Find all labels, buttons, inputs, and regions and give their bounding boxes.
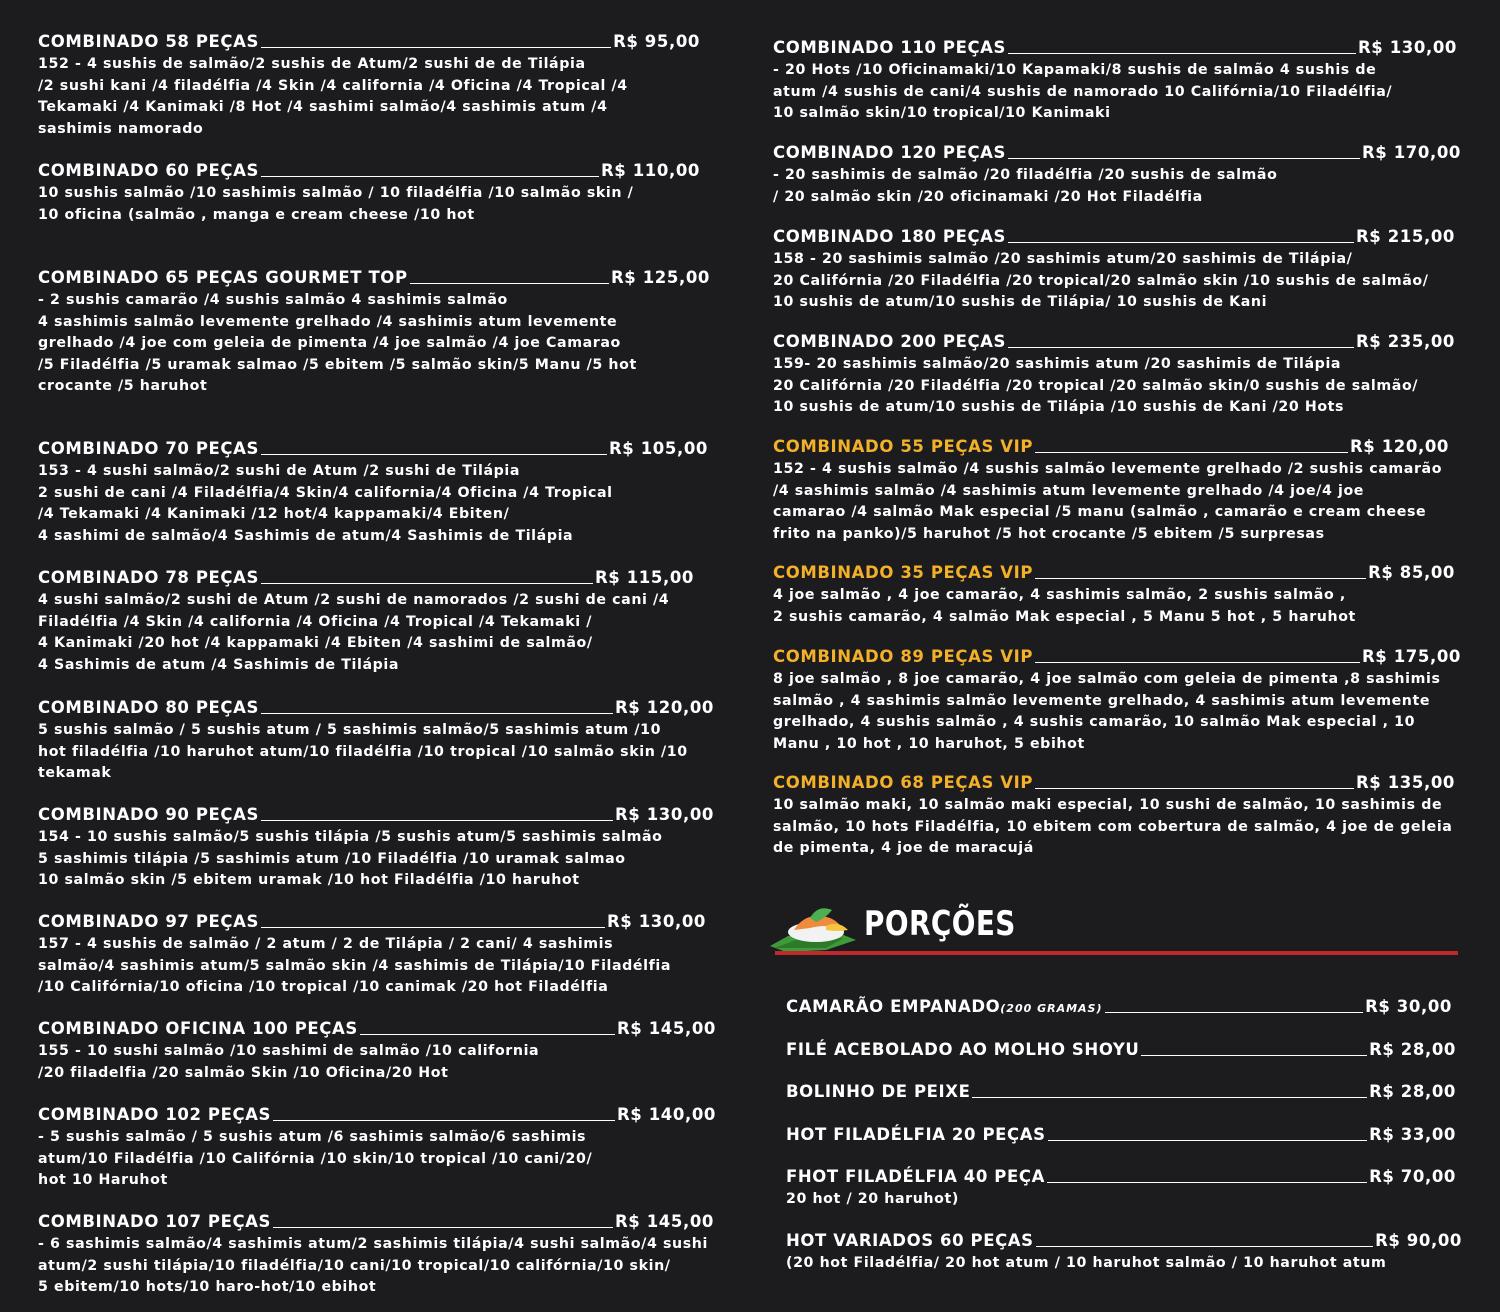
porcao-header (786, 1040, 1456, 1062)
combo-name: COMBINADO 65 PEÇAS GOURMET TOP (38, 268, 408, 287)
combo-item (38, 32, 700, 140)
porcao-header (786, 1125, 1456, 1147)
porcao-name: HOT VARIADOS 60 PEÇAS (786, 1231, 1034, 1250)
combo-name: COMBINADO 35 PEÇAS VIP (773, 563, 1034, 582)
combo-description: 157 - 4 sushis de salmão / 2 atum / 2 de Tilápia / 2 cani/ 4 sashimis salmão/4 sashimis atum/5 salmão skin /4 sashimis de Tilápia/10 Filadélfia /10 Califórnia/10 oficina /10 tropical /10 canimak /20 hot Filadélfia (38, 936, 672, 995)
combo-item (773, 437, 1449, 545)
combo-name: COMBINADO OFICINA 100 PEÇAS (38, 1019, 358, 1038)
combo-item (38, 161, 700, 226)
combo-price: R$ 95,00 (613, 32, 700, 51)
combo-name: COMBINADO 102 PEÇAS (38, 1105, 272, 1124)
combo-header (773, 227, 1455, 249)
combo-price: R$ 110,00 (600, 161, 700, 180)
porcao-item (786, 1040, 1456, 1062)
combo-price: R$ 145,00 (614, 1212, 714, 1231)
combo-description: - 6 sashimis salmão/4 sashimis atum/2 sashimis tilápia/4 sushi salmão/4 sushi atum/2 sushi tilápia/10 filadélfia/10 cani/10 tropical/10 califórnia/10 skin/ 5 ebitem/10 hots/10 haro-hot/10 ebihot (38, 1236, 708, 1295)
combo-price: R$ 130,00 (614, 805, 714, 824)
combo-price: R$ 120,00 (614, 698, 714, 717)
combo-name: COMBINADO 89 PEÇAS VIP (773, 647, 1034, 666)
combo-description: 4 sushi salmão/2 sushi de Atum /2 sushi de namorados /2 sushi de cani /4 Filadélfia /4 Skin /4 california /4 Oficina /4 Tropical /4 Tekamaki / 4 Kanimaki /20 hot /4 kappamaki /4 Ebiten /4 sashimi de salmão/ 4 Sashimis de atum /4 Sashimis de Tilápia (38, 592, 670, 673)
porcao-price: R$ 28,00 (1369, 1040, 1456, 1059)
combo-item (38, 805, 714, 892)
combo-item (38, 1212, 714, 1299)
porcao-price: R$ 28,00 (1369, 1082, 1456, 1101)
combo-description: 4 joe salmão , 4 joe camarão, 4 sashimis salmão, 2 sushis salmão , 2 sushis camarão, 4 salmão Mak especial , 5 Manu 5 hot , 5 haruhot (773, 587, 1356, 625)
combo-description: 152 - 4 sushis salmão /4 sushis salmão levemente grelhado /2 sushis camarão /4 sashimis salmão /4 sashimis atum levemente grelhado /4 joe/4 joe camarao /4 salmão Mak especial /5 manu (salmão , camarão e cream cheese frito na panko)/5 haruhot /5 hot crocante /5 ebitem /5 surpresas (773, 461, 1443, 542)
combo-item (38, 698, 714, 785)
porcao-header (786, 1082, 1456, 1104)
combo-item (38, 568, 694, 676)
porcoes-title: PORÇÕES (864, 904, 1016, 944)
combo-price: R$ 105,00 (608, 439, 708, 458)
porcoes-divider (775, 951, 1458, 955)
combo-description: - 5 sushis salmão / 5 sushis atum /6 sashimis salmão/6 sashimis atum/10 Filadélfia /10 Califórnia /10 skin/10 tropical /10 cani/20/ hot 10 Haruhot (38, 1129, 593, 1188)
combo-price: R$ 130,00 (606, 912, 706, 931)
combo-header (38, 1212, 714, 1234)
combo-header (38, 805, 714, 827)
combo-name: COMBINADO 68 PEÇAS VIP (773, 773, 1034, 792)
porcao-item (786, 1167, 1456, 1211)
porcao-price: R$ 30,00 (1365, 997, 1452, 1016)
porcao-price: R$ 33,00 (1369, 1125, 1456, 1144)
combo-name: COMBINADO 107 PEÇAS (38, 1212, 272, 1231)
combo-price: R$ 115,00 (594, 568, 694, 587)
porcao-name (786, 997, 1105, 1016)
porcao-unit: (200 GRAMAS) (1000, 1002, 1103, 1015)
combo-name: COMBINADO 180 PEÇAS (773, 227, 1007, 246)
combo-header (773, 437, 1449, 459)
combo-price: R$ 145,00 (616, 1019, 716, 1038)
combo-description: 8 joe salmão , 8 joe camarão, 4 joe salmão com geleia de pimenta ,8 sashimis salmão , 4 sashimis salmão levemente grelhado, 4 sashimis atum levemente grelhado, 4 sushis salmão , 4 sushis camarão, 10 salmão Mak especial , 10 Manu , 10 hot , 10 haruhot, 5 ebihot (773, 671, 1441, 752)
combo-description: 10 salmão maki, 10 salmão maki especial, 10 sushi de salmão, 10 sashimis de salmão, 10 hots Filadélfia, 10 ebitem com cobertura de salmão, 4 joe de geleia de pimenta, 4 joe de maracujá (773, 797, 1453, 856)
combo-header (38, 698, 714, 720)
combo-header (38, 1019, 716, 1041)
combo-price: R$ 125,00 (610, 268, 710, 287)
combo-price: R$ 235,00 (1355, 332, 1455, 351)
porcao-item (786, 1082, 1456, 1104)
combo-description: - 20 sashimis de salmão /20 filadélfia /20 sushis de salmão / 20 salmão skin /20 oficinamaki /20 Hot Filadélfia (773, 167, 1278, 205)
sushi-icon (766, 896, 862, 954)
porcao-price: R$ 70,00 (1369, 1167, 1456, 1186)
combo-header (38, 32, 700, 54)
porcao-header (786, 1231, 1462, 1253)
combo-name: COMBINADO 90 PEÇAS (38, 805, 259, 824)
combo-item (38, 268, 710, 398)
combo-price: R$ 135,00 (1355, 773, 1455, 792)
combo-price: R$ 130,00 (1357, 38, 1457, 57)
combo-name: COMBINADO 70 PEÇAS (38, 439, 259, 458)
porcao-name: BOLINHO DE PEIXE (786, 1082, 971, 1101)
combo-description: - 2 sushis camarão /4 sushis salmão 4 sashimis salmão 4 sashimis salmão levemente grelhado /4 sashimis atum levemente grelhado /4 joe com geleia de pimenta /4 joe salmão /4 joe Camarao /5 Filadélfia /5 uramak salmao /5 ebitem /5 salmão skin/5 Manu /5 hot crocante /5 haruhot (38, 292, 637, 394)
porcao-name: HOT FILADÉLFIA 20 PEÇAS (786, 1125, 1046, 1144)
combo-name: COMBINADO 78 PEÇAS (38, 568, 259, 587)
combo-item (773, 332, 1455, 419)
combo-header (38, 161, 700, 183)
combo-item (38, 1019, 716, 1084)
combo-name: COMBINADO 60 PEÇAS (38, 161, 259, 180)
combo-price: R$ 215,00 (1355, 227, 1455, 246)
combo-header (38, 912, 706, 934)
combo-price: R$ 140,00 (616, 1105, 716, 1124)
combo-header (773, 773, 1455, 795)
porcao-item (786, 997, 1452, 1019)
porcao-header (786, 1167, 1456, 1189)
combo-header (38, 268, 710, 290)
combo-description: 5 sushis salmão / 5 sushis atum / 5 sashimis salmão/5 sashimis atum /10 hot filadélfia /10 haruhot atum/10 filadélfia /10 tropical /10 salmão skin /10 tekamak (38, 722, 688, 781)
combo-name: COMBINADO 97 PEÇAS (38, 912, 259, 931)
combo-description: 10 sushis salmão /10 sashimis salmão / 10 filadélfia /10 salmão skin / 10 oficina (salmão , manga e cream cheese /10 hot (38, 185, 634, 223)
combo-item (38, 1105, 716, 1192)
combo-description: 159- 20 sashimis salmão/20 sashimis atum /20 sashimis de Tilápia 20 Califórnia /20 Filadélfia /20 tropical /20 salmão skin/0 sushis de salmão/ 10 sushis de atum/10 sushis de Tilápia /10 sushis de Kani /20 Hots (773, 356, 1419, 415)
porcao-header (786, 997, 1452, 1019)
porcao-name-text: CAMARÃO EMPANADO (786, 997, 1001, 1016)
combo-description: 153 - 4 sushi salmão/2 sushi de Atum /2 sushi de Tilápia 2 sushi de cani /4 Filadélfia/4 Skin/4 california/4 Oficina /4 Tropical /4 Tekamaki /4 Kanimaki /12 hot/4 kappamaki/4 Ebiten/ 4 sashimi de salmão/4 Sashimis de atum/4 Sashimis de Tilápia (38, 463, 613, 544)
combo-name: COMBINADO 55 PEÇAS VIP (773, 437, 1034, 456)
combo-header (773, 647, 1461, 669)
porcao-price: R$ 90,00 (1375, 1231, 1462, 1250)
combo-item (773, 227, 1455, 314)
combo-header (773, 563, 1455, 585)
combo-item (773, 38, 1457, 125)
combo-item (773, 647, 1461, 755)
porcao-item (786, 1125, 1456, 1147)
porcao-name: FHOT FILADÉLFIA 40 PEÇA (786, 1167, 1045, 1186)
porcao-item (786, 1231, 1462, 1275)
combo-header (773, 332, 1455, 354)
combo-name: COMBINADO 200 PEÇAS (773, 332, 1007, 351)
combo-header (38, 439, 708, 461)
combo-description: - 20 Hots /10 Oficinamaki/10 Kapamaki/8 sushis de salmão 4 sushis de atum /4 sushis de cani/4 sushis de namorado 10 Califórnia/10 Filadélfia/ 10 salmão skin/10 tropical/10 Kanimaki (773, 62, 1393, 121)
combo-item (38, 439, 708, 547)
combo-price: R$ 120,00 (1349, 437, 1449, 456)
combo-name: COMBINADO 80 PEÇAS (38, 698, 259, 717)
combo-price: R$ 175,00 (1361, 647, 1461, 666)
combo-header (38, 1105, 716, 1127)
combo-description: 155 - 10 sushi salmão /10 sashimi de salmão /10 california /20 filadelfia /20 salmão Skin /10 Oficina/20 Hot (38, 1043, 540, 1081)
combo-description: 152 - 4 sushis de salmão/2 sushis de Atum/2 sushi de de Tilápia /2 sushi kani /4 filadélfia /4 Skin /4 california /4 Oficina /4 Tropical /4 Tekamaki /4 Kanimaki /8 Hot /4 sashimi salmão/4 sashimis atum /4 sashimis namorado (38, 56, 628, 137)
combo-description: 158 - 20 sashimis salmão /20 sashimis atum/20 sashimis de Tilápia/ 20 Califórnia /20 Filadélfia /20 tropical/20 salmão skin /10 sushis de salmão/ 10 sushis de atum/10 sushis de Tilápia/ 10 sushis de Kani (773, 251, 1429, 310)
combo-header (38, 568, 694, 590)
combo-price: R$ 170,00 (1361, 143, 1461, 162)
combo-header (773, 38, 1457, 60)
combo-name: COMBINADO 58 PEÇAS (38, 32, 259, 51)
combo-item (773, 563, 1455, 628)
porcao-description: 20 hot / 20 haruhot) (786, 1191, 959, 1207)
combo-header (773, 143, 1461, 165)
combo-name: COMBINADO 110 PEÇAS (773, 38, 1007, 57)
combo-item (773, 143, 1461, 208)
porcao-name: FILÉ ACEBOLADO AO MOLHO SHOYU (786, 1040, 1140, 1059)
combo-item (38, 912, 706, 999)
porcao-description: (20 hot Filadélfia/ 20 hot atum / 10 haruhot salmão / 10 haruhot atum (786, 1255, 1387, 1271)
combo-name: COMBINADO 120 PEÇAS (773, 143, 1007, 162)
combo-item (773, 773, 1455, 860)
combo-description: 154 - 10 sushis salmão/5 sushis tilápia /5 sushis atum/5 sashimis salmão 5 sashimis tilápia /5 sashimis atum /10 Filadélfia /10 uramak salmao 10 salmão skin /5 ebitem uramak /10 hot Filadélfia /10 haruhot (38, 829, 663, 888)
combo-price: R$ 85,00 (1368, 563, 1455, 582)
